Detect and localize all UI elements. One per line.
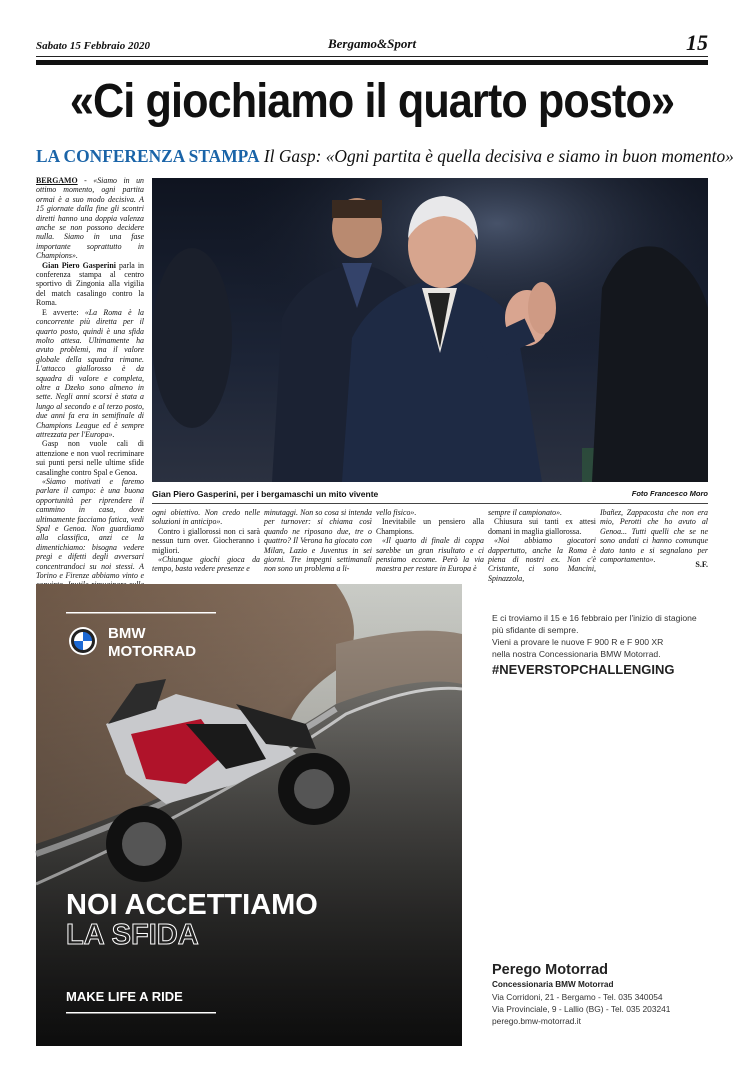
ad-brand-line1: BMW — [108, 625, 146, 642]
article-column-4 — [376, 508, 484, 572]
ad-tagline-2: LA SFIDA — [66, 919, 199, 951]
ad-copy-line: E ci troviamo il 15 e 16 febbraio per l'inizio di stagione — [492, 613, 697, 623]
article-paragraph: Gasp non vuole cali di attenzione e non vuol recriminare sui punti persi nelle ultime sfide casalinghe contro Spal e Genoa. — [36, 439, 144, 477]
dateline: BERGAMO — [36, 176, 78, 185]
caption-rule — [152, 503, 708, 504]
ad-hashtag: #NEVERSTOPCHALLENGING — [492, 662, 675, 677]
article-name: Gian Piero Gasperini — [42, 260, 116, 270]
subhead-deck: Il Gasp: «Ogni partita è quella decisiva e siamo in buon momento» — [263, 146, 734, 166]
dealer-name: Perego Motorrad — [492, 962, 609, 978]
article-paragraph: minutaggi. Non so cosa si intenda per turnover: si chiama così quando ne riposano due, tre o quattro? Il Verona ha giocato con Milan, Lazio e Juventus in sei giorni. Tre impegni settimanali non sono un problema a li- — [264, 508, 372, 574]
headline: «Ci giochiamo il quarto posto» — [69, 75, 675, 128]
article-paragraph: «Il quarto di finale di coppa sarebbe un gran risultato e ci pensiamo eccome. Però la via maestra per restare in Europa è — [376, 536, 484, 574]
article-signature: S.F. — [695, 560, 708, 569]
header-date: Sabato 15 Febbraio 2020 — [36, 40, 150, 52]
page-number: 15 — [686, 30, 708, 55]
article-paragraph: Ibañez, Zappacosta che non era mio, Perotti che ho avuto al Genoa... Tutti quelli che se ne sono andati ci hanno comunque dato tanto e si segnalano per comportamento». — [600, 508, 708, 565]
article-column-2 — [152, 508, 260, 572]
subhead — [36, 146, 734, 167]
article-intro: E avverte: — [42, 307, 85, 317]
photo-caption: Gian Piero Gasperini, per i bergamaschi un mito vivente — [152, 489, 379, 499]
article-left-column — [36, 176, 145, 581]
article-paragraph: ogni obiettivo. Non credo nelle soluzioni in anticipo». — [152, 508, 260, 527]
ad-tagline-1: NOI ACCETTIAMO — [66, 889, 318, 921]
article-paragraph: «Chiunque giochi gioca da tempo, basta vedere presenze e — [152, 555, 260, 574]
ad-copy-line: nella nostra Concessionaria BMW Motorrad. — [492, 649, 661, 659]
article-column-5 — [488, 508, 596, 583]
dealer-address-2: Via Provinciale, 9 - Lallio (BG) - Tel. 035 203241 — [492, 1004, 671, 1014]
article-paragraph: sempre il campionato». — [488, 508, 563, 517]
article-paragraph: Contro i giallorossi non ci sarà nessun turn over. Giocheranno i migliori. — [152, 526, 260, 555]
article-paragraph: «Siamo motivati e faremo parlare il campo: è una buona opportunità per riprendere il cammino in casa, dove ultimamente facciamo fatica, vedi Spal e Genoa. Non guardiamo alla classifica, anzi ce la dimentichiamo: bisogna vedere pregi e difetti degli avversari concentrandoci su noi stessi. A Torino e Firenze abbiamo vinto e — [36, 477, 144, 581]
subhead-kicker: LA CONFERENZA STAMPA — [36, 146, 260, 166]
ad-copy-line: Vieni a provare le nuove F 900 R e F 900 XR — [492, 637, 664, 647]
header-rule-thick — [36, 60, 708, 65]
dealer-address-1: Via Corridoni, 21 - Bergamo - Tel. 035 340054 — [492, 992, 663, 1002]
advertisement-image — [36, 584, 462, 1046]
article-photo — [152, 178, 708, 482]
ad-copy-line: più sfidante di sempre. — [492, 625, 579, 635]
article-paragraph: «La Roma è la concorrente più diretta per il quarto posto, quindi è una sfida molto attesa. Ultimamente ha avuto problemi, ma il valore globale della squadra rimane. L'attacco giallorosso è da squadra di valore e completa, oltre a Dzeko sono almeno in sette. Negli anni scorsi è stata a lungo al secondo e al terzo posto, due anni fa era in semifinale di Champions League ed è sempre attrezzata per l'Europa». — [36, 307, 144, 439]
article-paragraph: Inevitabile un pensiero alla Champions. — [376, 517, 484, 536]
article-paragraph: parla in conferenza stampa al centro sportivo di Zingonia alla vigilia del match casalingo contro la Roma. — [36, 260, 145, 308]
photo-credit: Foto Francesco Moro — [631, 489, 708, 498]
dealer-website[interactable]: perego.bmw-motorrad.it — [492, 1016, 581, 1026]
article-column-3 — [264, 508, 372, 572]
header-section: Bergamo&Sport — [327, 36, 417, 51]
article-paragraph: vello fisico». — [376, 508, 417, 517]
article-paragraph: Chiusura sui tanti ex attesi domani in maglia giallorossa. — [488, 517, 596, 536]
article-paragraph: «Noi abbiamo giocatori dappertutto, anche la Roma è piena di nostri ex. Non c'è Cristante, ci sono Mancini, Spinazzola, — [488, 536, 596, 583]
dealer-subtitle: Concessionaria BMW Motorrad — [492, 980, 614, 989]
ad-slogan: MAKE LIFE A RIDE — [66, 989, 183, 1004]
ad-copy — [492, 612, 722, 660]
article-paragraph: - «Siamo in un ottimo momento, ogni partita ormai è a suo modo decisiva. A 15 giornate dalla fine gli scontri diretti hanno una doppia valenza anche se non possono decidere nulla. Siamo in una fase importante soprattutto in Champions». — [36, 176, 144, 261]
ad-brand-line2: MOTORRAD — [108, 643, 197, 660]
header-rule-thin — [36, 56, 708, 57]
